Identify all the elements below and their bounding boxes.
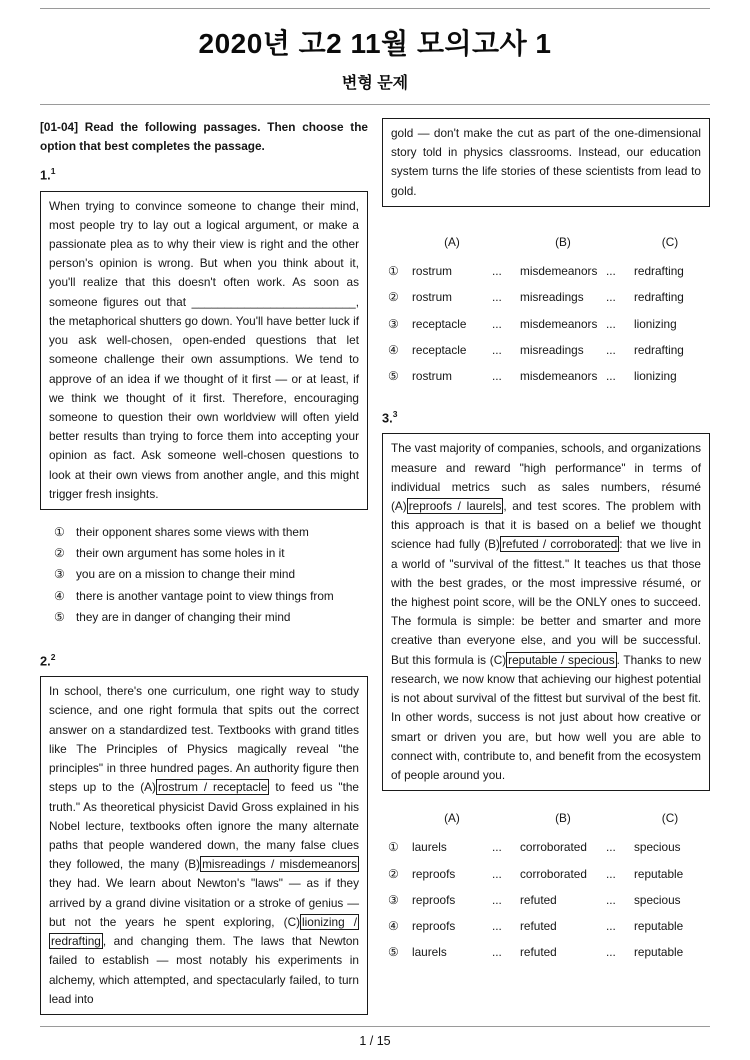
answer-marker: ③: [388, 316, 399, 331]
choice-text: they are in danger of changing their mind: [76, 609, 291, 624]
answer-word: refuted: [520, 945, 557, 960]
answer-marker: ④: [388, 342, 399, 357]
answer-separator: ...: [606, 892, 616, 907]
passage-3-box: [382, 433, 710, 791]
footer-divider: [40, 1026, 710, 1027]
choice-text: there is another vantage point to view things from: [76, 588, 334, 603]
choice-option: [54, 523, 368, 542]
answer-word: lionizing: [634, 316, 677, 331]
answer-column-header: (A): [444, 234, 460, 249]
answer-row: [388, 262, 710, 281]
answer-word: corroborated: [520, 866, 587, 881]
answer-separator: ...: [492, 892, 502, 907]
answer-separator: ...: [606, 866, 616, 881]
answer-word: misdemeanors: [520, 368, 598, 383]
answer-column-header: (C): [661, 811, 679, 826]
answer-marker: ①: [388, 264, 399, 279]
answer-marker: ③: [388, 892, 399, 907]
answer-separator: ...: [492, 919, 502, 934]
answer-separator: ...: [606, 342, 616, 357]
answer-separator: ...: [492, 290, 502, 305]
answer-word: rostrum: [412, 290, 452, 305]
page-subtitle: 변형 문제: [341, 75, 409, 92]
passage-1-box: [40, 191, 368, 511]
answer-column-header: (A): [444, 811, 460, 826]
choice-marker: ④: [54, 588, 65, 603]
answer-marker: ④: [388, 919, 399, 934]
passage-text: , and test scores. The problem with this approach is that it is based on a belief we thought science had fully (B): [391, 498, 701, 552]
answer-word: redrafting: [634, 290, 684, 305]
answer-word: specious: [634, 892, 681, 907]
choice-marker: ③: [54, 567, 65, 582]
answer-column-header: (B): [555, 234, 571, 249]
header-divider: [40, 104, 710, 105]
answer-row: [388, 315, 710, 334]
top-divider: [40, 8, 710, 9]
answer-row: [388, 288, 710, 307]
passage-text: they had. We learn about Newton's "laws" — as if they arrived by a grand divine visitation or a stroke of genius — but not the years he spent exploring, (C): [49, 876, 359, 929]
word-choice-box: reputable / specious: [508, 652, 615, 667]
answer-word: reputable: [634, 945, 684, 960]
question-3-superscript: 3: [392, 409, 398, 420]
answer-row: [388, 838, 710, 857]
word-choice-box: rostrum / receptacle: [157, 780, 268, 795]
answer-row: [388, 891, 710, 910]
page-footer: [40, 1026, 710, 1048]
spacer: [606, 233, 634, 252]
answer-row: [388, 943, 710, 962]
answer-separator: ...: [606, 919, 616, 934]
answer-word: misdemeanors: [520, 316, 598, 331]
passage-text: gold — don't make the cut as part of the one-dimensional story told in physics classrooms. Instead, our education system turns the life stories of these scientists from lead to gold.: [391, 126, 701, 198]
choice-text: their opponent shares some views with them: [76, 525, 309, 540]
answer-word: receptacle: [412, 316, 467, 331]
answer-column-header: (C): [661, 234, 679, 249]
question-3-number: [382, 408, 710, 429]
answer-word: misdemeanors: [520, 264, 598, 279]
answer-marker: ②: [388, 866, 399, 881]
page-number: 1 / 15: [359, 1034, 391, 1048]
word-choice-box: refuted / corroborated: [501, 537, 618, 552]
word-choice-box: reproofs / laurels: [408, 498, 502, 513]
answer-word: redrafting: [634, 342, 684, 357]
answer-word: reproofs: [412, 866, 456, 881]
answer-marker: ⑤: [388, 945, 399, 960]
answer-separator: ...: [606, 840, 616, 855]
spacer: [492, 809, 520, 828]
answer-word: reputable: [634, 919, 684, 934]
right-column: [382, 118, 710, 970]
word-choice-box: lionizing / redrafting: [51, 914, 358, 949]
answer-word: misreadings: [520, 342, 584, 357]
answer-word: reproofs: [412, 892, 456, 907]
choice-text: you are on a mission to change their mind: [76, 567, 296, 582]
answer-marker: ①: [388, 840, 399, 855]
answer-marker: ⑤: [388, 368, 399, 383]
question-3-answer-table: [382, 809, 710, 962]
answer-marker: ②: [388, 290, 399, 305]
passage-2-box-part1: [40, 676, 368, 1015]
passage-text: The vast majority of companies, schools, and organizations measure and reward "high performance" in terms of individual metrics such as sales numbers, résumé (A): [391, 441, 701, 513]
question-2-number: [40, 651, 368, 672]
answer-word: laurels: [412, 840, 447, 855]
choice-option: [54, 544, 368, 563]
answer-separator: ...: [606, 316, 616, 331]
answer-row: [388, 341, 710, 360]
question-1-superscript: 1: [50, 166, 56, 177]
passage-2-box-part2: [382, 118, 710, 207]
answer-row: [388, 865, 710, 884]
question-1-label: 1.: [40, 167, 51, 183]
answer-word: rostrum: [412, 264, 452, 279]
choice-option: [54, 565, 368, 584]
answer-word: rostrum: [412, 368, 452, 383]
answer-word: corroborated: [520, 840, 587, 855]
answer-separator: ...: [606, 264, 616, 279]
answer-column-header: (B): [555, 811, 571, 826]
answer-word: reputable: [634, 866, 684, 881]
choice-marker: ①: [54, 525, 65, 540]
left-column: [40, 118, 368, 1015]
answer-word: refuted: [520, 892, 557, 907]
answer-separator: ...: [492, 840, 502, 855]
answer-separator: ...: [606, 368, 616, 383]
answer-separator: ...: [492, 866, 502, 881]
word-choice-box: misreadings / misdemeanors: [202, 857, 357, 872]
choice-option: [54, 587, 368, 606]
answer-word: specious: [634, 840, 681, 855]
spacer: [606, 809, 634, 828]
spacer: [492, 233, 520, 252]
answer-word: receptacle: [412, 342, 467, 357]
spacer: [388, 809, 412, 828]
answer-row: [388, 367, 710, 386]
answer-table-header: [388, 809, 710, 828]
answer-separator: ...: [492, 342, 502, 357]
answer-row: [388, 917, 710, 936]
question-1-number: [40, 165, 368, 186]
answer-word: misreadings: [520, 290, 584, 305]
question-2-label: 2.: [40, 653, 51, 669]
answer-separator: ...: [492, 368, 502, 383]
answer-separator: ...: [492, 945, 502, 960]
answer-word: laurels: [412, 945, 447, 960]
content-columns: [40, 118, 710, 1015]
question-1-choices: [54, 523, 368, 627]
choice-text: their own argument has some holes in it: [76, 546, 285, 561]
spacer: [388, 233, 412, 252]
choice-marker: ②: [54, 546, 65, 561]
answer-word: reproofs: [412, 919, 456, 934]
answer-word: lionizing: [634, 368, 677, 383]
answer-table-header: [388, 233, 710, 252]
passage-text: In school, there's one curriculum, one right way to study science, and one right formula that spits out the correct answer on a standardized test. Textbooks with grand titles like The Principles of Physics magically reveal "the principles" in three hundred pages. An authority figure then steps up to the (A): [49, 684, 359, 795]
choice-marker: ⑤: [54, 609, 65, 624]
answer-separator: ...: [606, 290, 616, 305]
page-title: 2020년 고2 11월 모의고사 1: [198, 28, 552, 59]
answer-word: refuted: [520, 919, 557, 934]
passage-text: , and changing them. The laws that Newton failed to establish — most notably his experiments in alchemy, which attempted, and spectacularly failed, to turn lead into: [49, 934, 359, 1006]
choice-option: [54, 608, 368, 627]
instructions: [01-04] Read the following passages. Then choose the option that best completes the passage.: [40, 120, 368, 154]
answer-word: redrafting: [634, 264, 684, 279]
passage-text: to feed us "the truth." As theoretical physicist David Gross explained in his Nobel lecture, textbooks often ignore the many alternate paths that people wandered down, the many false clues they followed, the many (B): [49, 780, 359, 872]
question-2-superscript: 2: [50, 652, 56, 663]
passage-text: When trying to convince someone to change their mind, most people try to lay out a logical argument, or make a passionate plea as to why their view is right and the other person's opinion is wrong. But when you think about it, you'll realize that this doesn't often work. As soon as someone figures out that _________________________, the metaphorical shutters go down. You'll have better luck if you ask well-chosen, open-ended questions that let someone challenge their own assumptions. We tend to approve of an idea if we thought of it first — or at least, if we think we thought of it first. Therefore, encouraging someone to question their own worldview will often yield better results than trying to force them into accepting your opinion as fact. Ask someone well-chosen questions to look at their own views from another angle, and this might trigger fresh insights.: [49, 198, 359, 501]
passage-text: : that we live in a world of "survival of the fittest." It teaches us that those with the best grades, or the most impressive résumé, or the highest point score, will be the ONLY ones to succeed. The formula is simple: be better and smarter and more creative than everyone else, and you will be successful. But this formula is (C): [391, 537, 701, 667]
answer-separator: ...: [606, 945, 616, 960]
question-2-answer-table: [382, 233, 710, 386]
passage-text: . Thanks to new research, we now know that achieving our highest potential is not about survival of the fittest but survival of the best fit. In other words, success is not just about how creative or smart or driven you are, but how well you are able to connect with, contribute to, and benefit from the ecosystem of people around you.: [391, 652, 701, 783]
answer-separator: ...: [492, 264, 502, 279]
answer-separator: ...: [492, 316, 502, 331]
question-3-label: 3.: [382, 410, 393, 426]
